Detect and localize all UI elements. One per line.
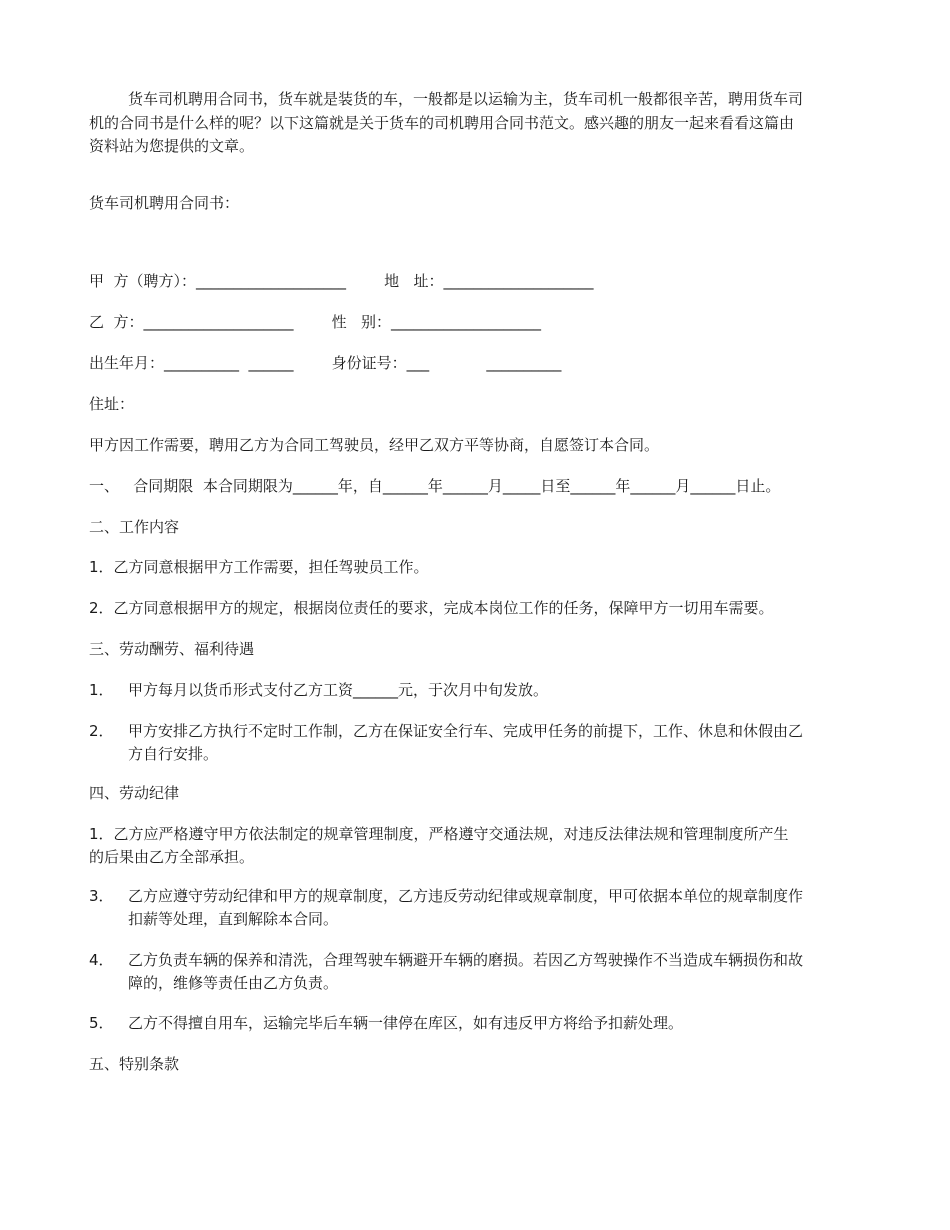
intro-line-2: 机的合同书是什么样的呢？以下这篇就是关于货车的司机聘用合同书范文。感兴趣的朋友一起来看看这篇由 [89,114,795,132]
section-4-item-3-line-1: 乙方应遵守劳动纪律和甲方的规章制度，乙方违反劳动纪律或规章制度，甲可依据本单位的规章制度作 [128,887,804,905]
section-1-term: 一、 合同期限 本合同期限为______年，自______年______月_____日至______年______月______日止。 [89,477,781,495]
section-3-item-2-line-2: 方自行安排。 [128,745,219,763]
section-3-item-2-number: 2． [89,722,114,740]
intro-line-1: 货车司机聘用合同书，货车就是装货的车，一般都是以运输为主，货车司机一般都很辛苦，聘用货车司 [128,90,804,108]
section-3-item-2-line-1: 甲方安排乙方执行不定时工作制，乙方在保证安全行车、完成甲任务的前提下，工作、休息和休假由乙 [128,722,804,740]
address-field: 住址： [89,395,135,413]
section-3-item-1-number: 1． [89,681,114,699]
party-a-field: 甲 方（聘方）：____________________ 地 址：____________________ [89,272,594,290]
section-5-title: 五、特别条款 [89,1055,180,1073]
section-4-item-1-line-2: 的后果由乙方全部承担。 [89,848,255,866]
preamble: 甲方因工作需要，聘用乙方为合同工驾驶员，经甲乙双方平等协商，自愿签订本合同。 [89,436,660,454]
birth-id-field: 出生年月：__________ ______ 身份证号：___ __________ [89,354,562,372]
party-b-field: 乙 方：____________________ 性 别：____________________ [89,313,541,331]
section-4-title: 四、劳动纪律 [89,784,180,802]
section-4-item-4-number: 4． [89,951,114,969]
section-3-title: 三、劳动酬劳、福利待遇 [89,640,255,658]
section-4-item-1-line-1: 1．乙方应严格遵守甲方依法制定的规章管理制度，严格遵守交通法规，对违反法律法规和管理制度所产生 [89,825,789,843]
section-4-item-5-number: 5． [89,1014,114,1032]
section-2-item-2: 2．乙方同意根据甲方的规定，根据岗位责任的要求，完成本岗位工作的任务，保障甲方一切用车需要。 [89,599,774,617]
section-4-item-4-line-2: 障的，维修等责任由乙方负责。 [128,974,339,992]
section-4-item-5: 乙方不得擅自用车，运输完毕后车辆一律停在库区，如有违反甲方将给予扣薪处理。 [128,1014,684,1032]
section-2-title: 二、工作内容 [89,518,180,536]
section-2-item-1: 1．乙方同意根据甲方工作需要，担任驾驶员工作。 [89,558,429,576]
intro-line-3: 资料站为您提供的文章。 [89,137,255,155]
section-4-item-4-line-1: 乙方负责车辆的保养和清洗，合理驾驶车辆避开车辆的磨损。若因乙方驾驶操作不当造成车辆损伤和故 [128,951,804,969]
section-4-item-3-number: 3． [89,887,114,905]
contract-heading: 货车司机聘用合同书： [89,194,240,212]
section-4-item-3-line-2: 扣薪等处理，直到解除本合同。 [128,910,339,928]
section-3-item-1: 甲方每月以货币形式支付乙方工资______元，于次月中旬发放。 [128,681,549,699]
